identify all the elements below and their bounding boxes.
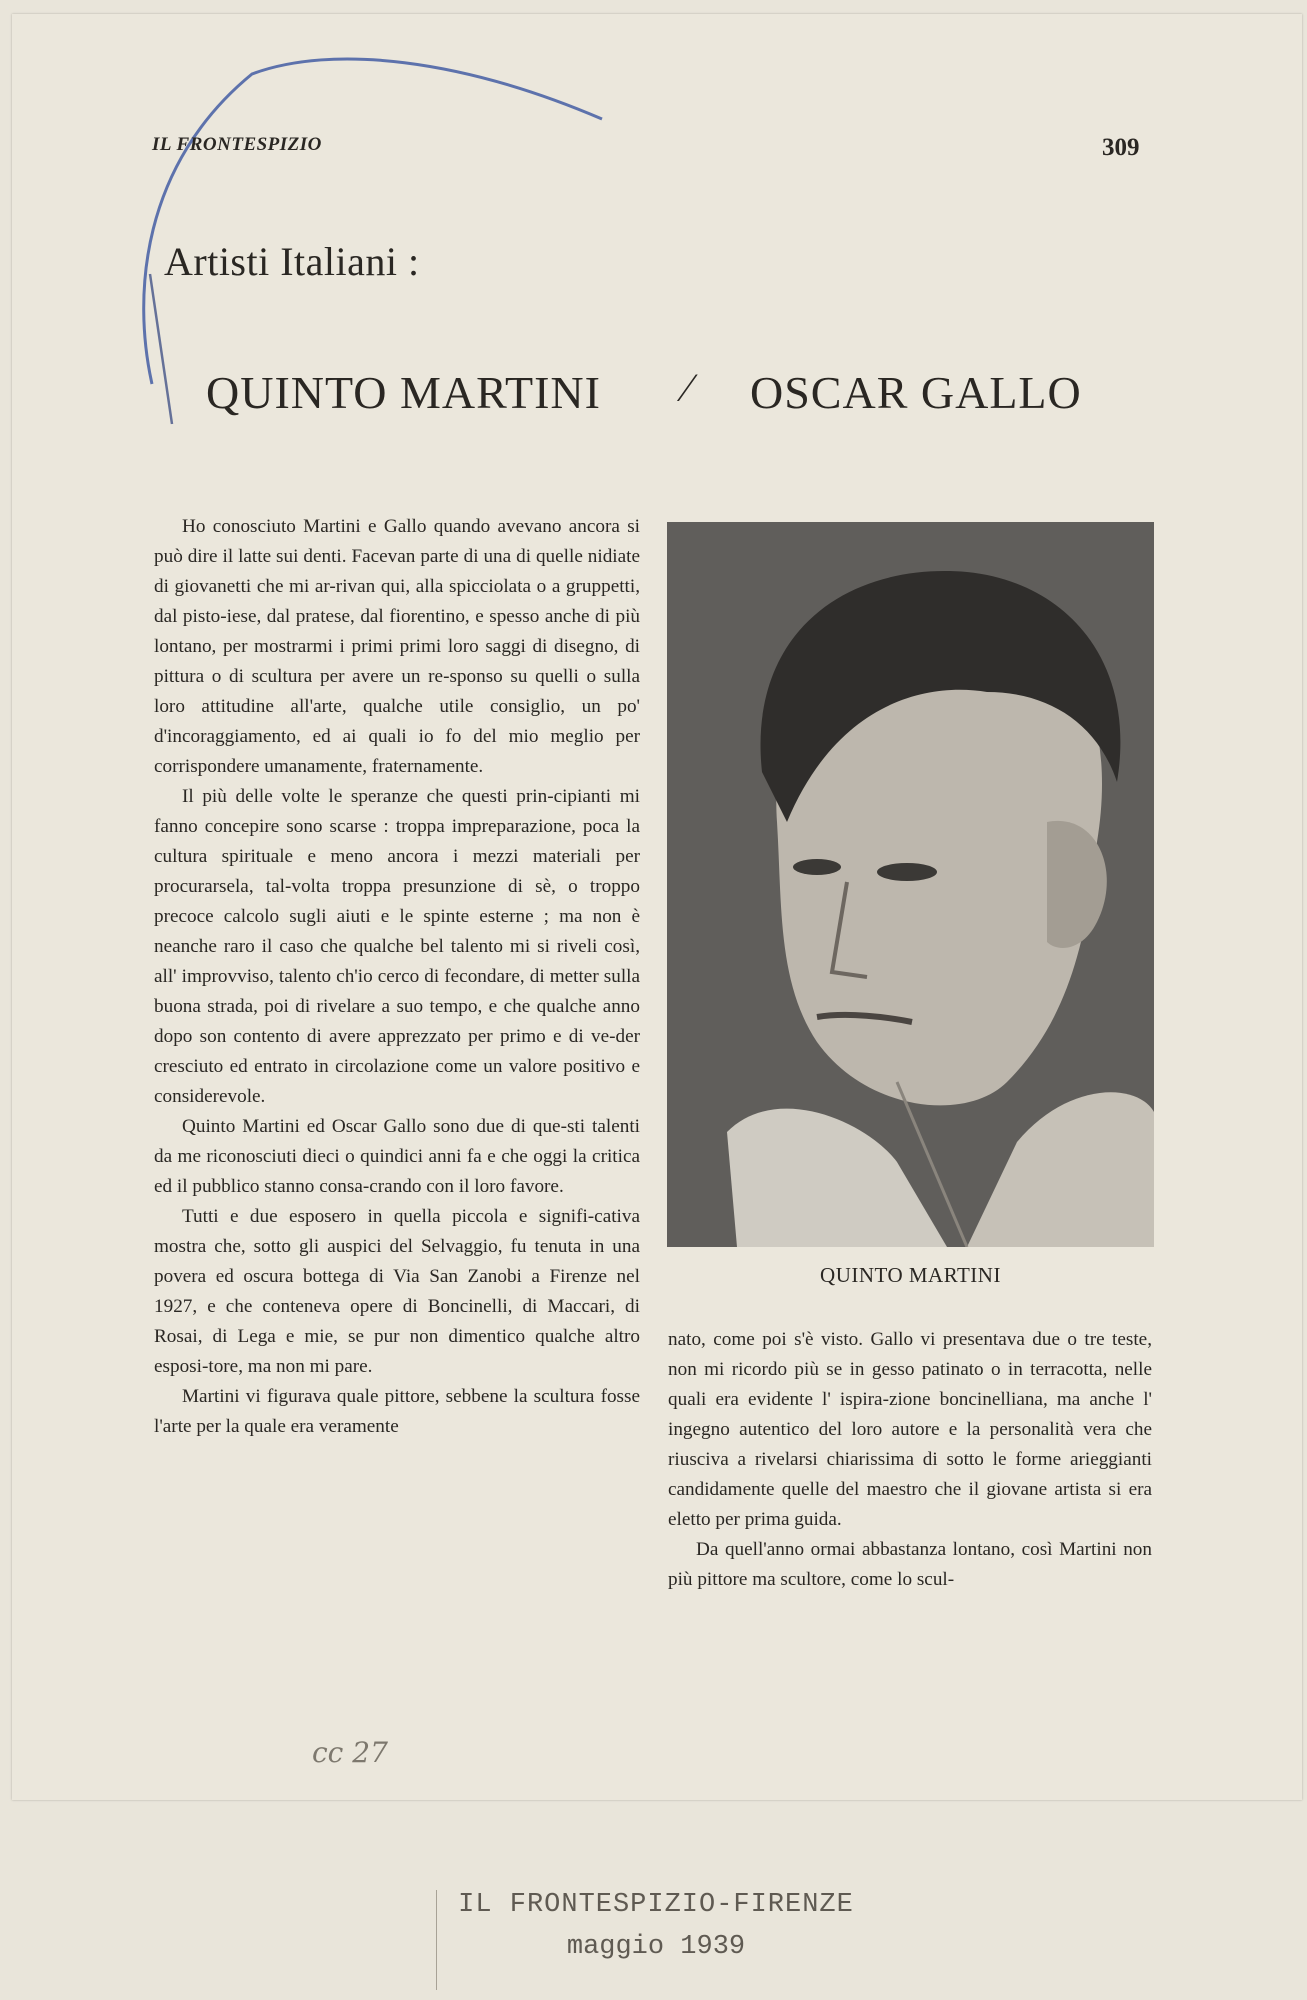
- section-title: Artisti Italiani :: [164, 239, 420, 284]
- stamp-date: maggio 1939: [566, 1932, 746, 1962]
- paragraph: Tutti e due esposero in quella piccola e signifi-cativa mostra che, sotto gli auspici del Selvaggio, fu tenuta in una povera ed oscura bottega di Via San Zanobi a Firenze nel 1927, e che conteneva opere di Boncinelli, di Maccari, di Rosai, di Lega e mie, se pur non dimentico qualche altro esposi-tore, ma non mi pare.: [154, 1206, 640, 1377]
- left-text-column: [154, 512, 640, 1442]
- paragraph: Da quell'anno ormai abbastanza lontano, così Martini non più pittore ma scultore, come lo scul-: [668, 1539, 1152, 1590]
- paragraph: Il più delle volte le speranze che questi prin-cipianti mi fanno concepire sono scarse : troppa impreparazione, poca la cultura spirituale e meno ancora i mezzi materiali per procurarsela, tal-volta troppa presunzione di sè, o troppo precoce calcolo sugli aiuti e le spinte esterne ; ma non è neanche raro il caso che qualche bel talento mi si riveli così, all' improvviso, talento ch'io cerco di fecondare, di metter sulla buona strada, poi di rivelare a suo tempo, e che qualche anno dopo son contento di avere apprezzato per primo e di ve-der cresciuto ed entrato in circolazione come un valore positivo e considerevole.: [154, 786, 640, 1107]
- portrait-photo: [667, 522, 1154, 1247]
- article-title-artist-1: QUINTO MARTINI: [206, 367, 601, 418]
- photo-caption: QUINTO MARTINI: [820, 1263, 1001, 1287]
- article-title-artist-2: OSCAR GALLO: [750, 367, 1082, 418]
- handwritten-archive-note: cc 27: [312, 1736, 388, 1769]
- paragraph: nato, come poi s'è visto. Gallo vi presentava due o tre teste, non mi ricordo più se in gesso patinato o in terracotta, nelle quali era evidente l' ispira-zione boncinelliana, ma anche l' ingegno autentico del loro autore e la personalità vera che riusciva a rivelarsi chiarissima di sotto le forme arieggianti candidamente quelle del maestro che il giovane artista si era eletto per prima guida.: [668, 1329, 1152, 1530]
- paragraph: Quinto Martini ed Oscar Gallo sono due di que-sti talenti da me riconosciuti dieci o quindici anni fa e che oggi la critica ed il pubblico stanno consa-crando con il loro favore.: [154, 1116, 640, 1197]
- paragraph: Ho conosciuto Martini e Gallo quando avevano ancora si può dire il latte sui denti. Facevan parte di una di quelle nidiate di giovanetti che mi ar-rivan qui, alla spicciolata o a gruppetti, dal pisto-iese, dal pratese, dal fiorentino, e spesso anche di più lontano, per mostrarmi i primi primi loro saggi di disegno, di pittura o di scultura per avere un re-sponso su quelli o sulla loro attitudine all'arte, qualche utile consiglio, un po' d'incoraggiamento, ed ai quali io fo del mio meglio per corrispondere umanamente, fraternamente.: [154, 516, 640, 777]
- portrait-photo-drawing: [667, 522, 1154, 1247]
- title-separator: ⁄: [684, 365, 691, 410]
- stamp-source: IL FRONTESPIZIO-FIRENZE: [458, 1890, 854, 1920]
- right-text-column: [668, 1325, 1152, 1595]
- page-number: 309: [1102, 134, 1140, 161]
- archive-stamp: [436, 1890, 876, 1962]
- paragraph: Martini vi figurava quale pittore, sebbene la scultura fosse l'arte per la quale era veramente: [154, 1386, 640, 1437]
- journal-page: [12, 14, 1302, 1800]
- running-header-journal: IL FRONTESPIZIO: [152, 134, 322, 155]
